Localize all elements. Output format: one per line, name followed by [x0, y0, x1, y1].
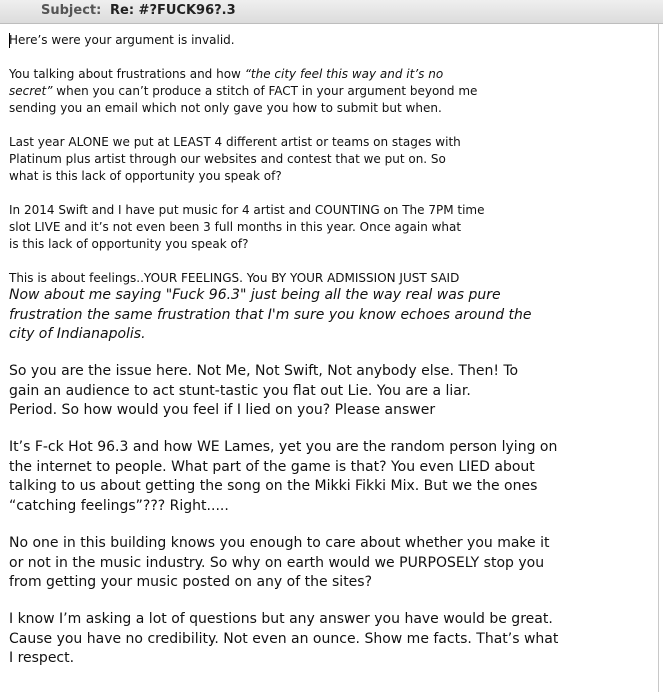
paragraph-3-line-3: what is this lack of opportunity you speak of? — [9, 169, 282, 183]
paragraph-8-line-2: the internet to people. What part of the game is that? You even LIED about — [9, 458, 535, 475]
paragraph-7-line-1: So you are the issue here. Not Me, Not Swift, Not anybody else. Then! To — [9, 363, 519, 379]
paragraph-10-line-3: I respect. — [9, 650, 75, 667]
subject-label: Subject: — [41, 3, 102, 18]
paragraph-10-line-1: I know I’m asking a lot of questions but any answer you have would be great. — [9, 611, 553, 627]
paragraph-7-line-2: gain an audience to act stunt-tastic you flat out Lie. You are a liar. — [9, 382, 471, 399]
paragraph-2-line-2 — [9, 83, 477, 100]
paragraph-4-line-3: is this lack of opportunity you speak of? — [9, 237, 249, 251]
paragraph-2-text-end: when you can’t produce a stitch of FACT in your argument beyond me — [52, 84, 478, 98]
paragraph-6-line-1: Now about me saying "Fuck 96.3" just being all the way real was pure — [9, 287, 501, 303]
paragraph-8-line-1: It’s F-ck Hot 96.3 and how WE Lames, yet you are the random person lying on — [9, 439, 558, 455]
paragraph-5-line-1: This is about feelings..YOUR FEELINGS. You BY YOUR ADMISSION JUST SAID — [9, 271, 460, 285]
paragraph-4-line-2: slot LIVE and it’s not even been 3 full months in this year. Once again what — [9, 220, 462, 234]
email-header — [0, 0, 663, 24]
paragraph-2-quote-end: secret” — [9, 84, 53, 98]
paragraph-1: Here’s were your argument is invalid. — [9, 33, 235, 47]
paragraph-6-line-3: city of Indianapolis. — [9, 326, 146, 343]
paragraph-9-line-1: No one in this building knows you enough to care about whether you make it — [9, 535, 550, 551]
paragraph-9-line-2: or not in the music industry. So why on earth would we PURPOSELY stop you — [9, 554, 545, 571]
paragraph-8-line-4: “catching feelings”??? Right..... — [9, 497, 229, 514]
paragraph-2-text: You talking about frustrations and how — [9, 67, 245, 81]
paragraph-2-line-1 — [9, 66, 443, 83]
paragraph-8-line-3: talking to us about getting the song on the Mikki Fikki Mix. But we the ones — [9, 478, 538, 495]
paragraph-4-line-1: In 2014 Swift and I have put music for 4 artist and COUNTING on The 7PM time — [9, 203, 485, 217]
paragraph-2-line-3: sending you an email which not only gave you how to submit but when. — [9, 101, 442, 115]
paragraph-3-line-1: Last year ALONE we put at LEAST 4 different artist or teams on stages with — [9, 135, 461, 149]
paragraph-3-line-2: Platinum plus artist through our websites and contest that we put on. So — [9, 152, 446, 166]
paragraph-2-quote: “the city feel this way and it’s no — [244, 67, 444, 81]
paragraph-7-line-3: Period. So how would you feel if I lied on you? Please answer — [9, 402, 436, 419]
subject-value: Re: #?FUCK96?.3 — [110, 3, 236, 18]
paragraph-6-line-2: frustration the same frustration that I'm sure you know echoes around the — [9, 306, 532, 323]
paragraph-9-line-3: from getting your music posted on any of the sites? — [9, 574, 373, 591]
paragraph-10-line-2: Cause you have no credibility. Not even an ounce. Show me facts. That’s what — [9, 630, 559, 647]
